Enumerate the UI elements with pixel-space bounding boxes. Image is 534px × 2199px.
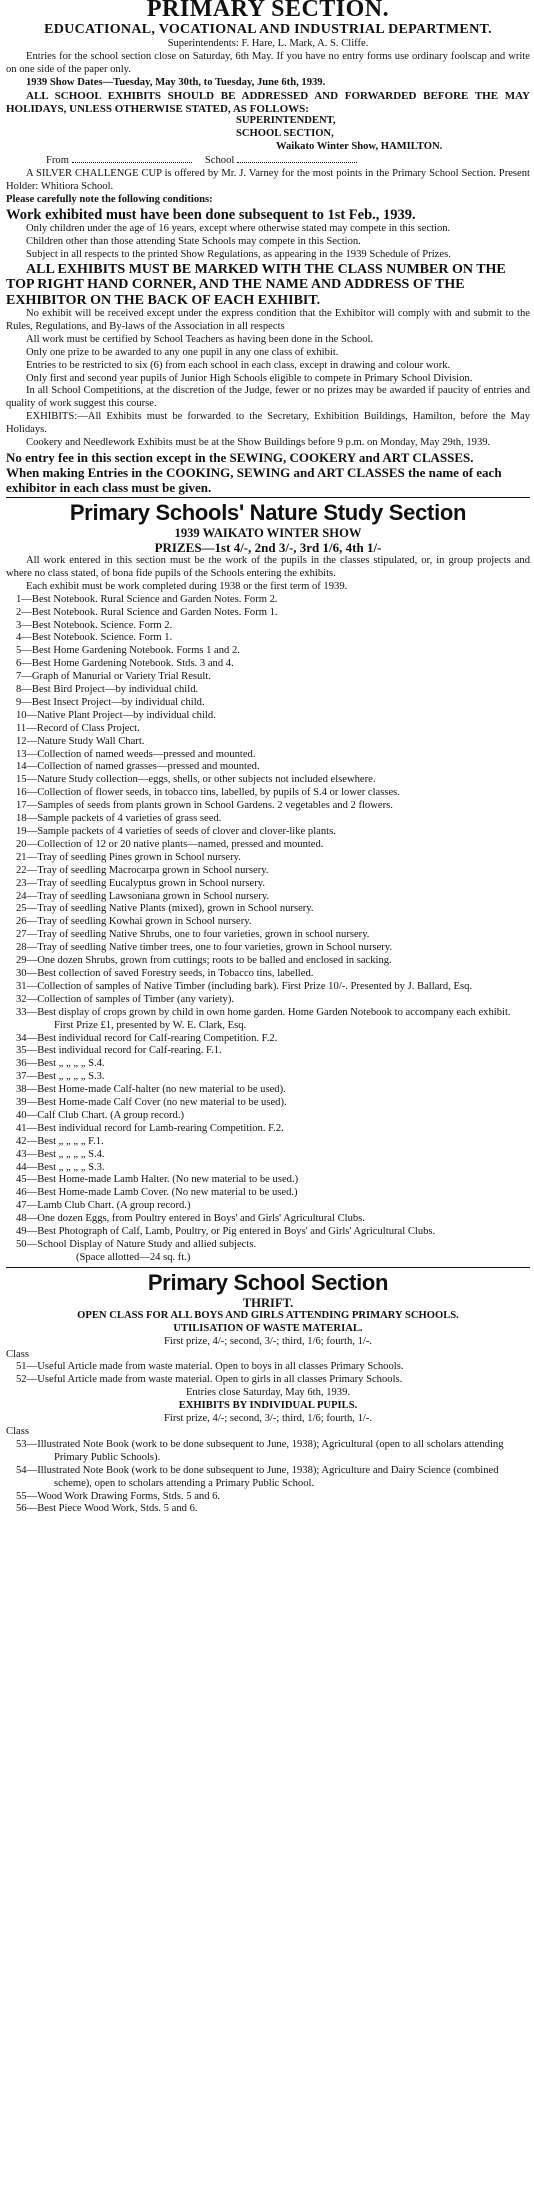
challenge-cup-notice: A SILVER CHALLENGE CUP is offered by Mr. J. Varney for the most points in the Primary School Section. Present Holder: Whitiora School. [6, 168, 530, 192]
thrift-prizes-1: First prize, 4/-; second, 3/-; third, 1/6; fourth, 1/-. [163, 1335, 373, 1347]
nature-class-item: 2—Best Notebook. Rural Science and Garden Notes. Form 1. [16, 606, 278, 618]
nature-class-item: 3—Best Notebook. Science. Form 2. [16, 619, 173, 631]
nature-class-item: 44—Best „ „ „ „ S.3. [16, 1161, 105, 1173]
from-line [6, 154, 530, 168]
nature-class-item: 29—One dozen Shrubs, grown from cuttings; roots to be balled and enclosed in sacking. [16, 955, 392, 967]
nature-class-item: 22—Tray of seedling Macrocarpa grown in School nursery. [16, 864, 269, 876]
nature-class-item: 41—Best individual record for Lamb-rearing Competition. F.2. [16, 1122, 284, 1134]
show-dates: 1939 Show Dates—Tuesday, May 30th, to Tuesday, June 6th, 1939. [26, 76, 326, 88]
nature-intro-2: Each exhibit must be work completed during 1938 or the first term of 1939. [26, 580, 348, 592]
nature-class-item: 36—Best „ „ „ „ S.4. [16, 1058, 105, 1070]
address-notice: ALL SCHOOL EXHIBITS SHOULD BE ADDRESSED AND FORWARDED BEFORE THE MAY HOLIDAYS, UNLESS OTHERWISE STATED, AS FOLLOWS: [6, 89, 530, 115]
from-label: From [46, 155, 69, 167]
nature-class-item: 24—Tray of seedling Lawsoniana grown in School nursery. [16, 890, 270, 902]
condition-item: Entries to be restricted to six (6) from each school in each class, except in drawing and colour work. [26, 359, 451, 371]
nature-class-item: 26—Tray of seedling Kowhai grown in School nursery. [16, 916, 252, 928]
nature-section-title: Primary Schools' Nature Study Section [69, 499, 467, 525]
thrift-class-item: 52—Useful Article made from waste material. Open to girls in all classes Primary Schools. [16, 1374, 403, 1386]
conditions-heading: Please carefully note the following conditions: [6, 193, 213, 205]
nature-class-item: (Space allotted—24 sq. ft.) [76, 1251, 191, 1263]
nature-class-item: 45—Best Home-made Lamb Halter. (No new material to be used.) [16, 1174, 299, 1186]
thrift-exhibits-by: EXHIBITS BY INDIVIDUAL PUPILS. [178, 1400, 358, 1412]
nature-class-item: 31—Collection of samples of Native Timber (including bark). First Prize 10/-. Presented by J. Ballard, Esq. [16, 980, 473, 992]
nature-class-item: 33—Best display of crops grown by child in own home garden. Home Garden Notebook to accompany each exhibit. First Prize £1, presented by W. E. Clark, Esq. [16, 1006, 511, 1031]
section-divider [6, 1267, 530, 1268]
nature-prizes: PRIZES—1st 4/-, 2nd 3/-, 3rd 1/6, 4th 1/- [154, 539, 382, 555]
nature-class-item: 27—Tray of seedling Native Shrubs, one to four varieties, grown in school nursery. [16, 929, 370, 941]
nature-class-item: 34—Best individual record for Calf-rearing Competition. F.2. [16, 1032, 278, 1044]
school-label: School [204, 155, 235, 167]
condition-item: Only one prize to be awarded to any one pupil in any one class of exhibit. [26, 346, 339, 358]
nature-class-item: 25—Tray of seedling Native Plants (mixed), grown in School nursery. [16, 903, 314, 915]
condition-item: Cookery and Needlework Exhibits must be at the Show Buildings before 9 p.m. on Monday, May 29th, 1939. [26, 437, 491, 449]
nature-class-item: 11—Record of Class Project. [16, 722, 140, 734]
thrift-entries-close: Entries close Saturday, May 6th, 1939. [185, 1387, 351, 1399]
condition-item: Subject in all respects to the printed Show Regulations, as appearing in the 1939 Schedule of Prizes. [26, 248, 451, 260]
nature-class-item: 40—Calf Club Chart. (A group record.) [16, 1109, 184, 1121]
nature-class-item: 38—Best Home-made Calf-halter (no new material to be used). [16, 1084, 286, 1096]
from-dotted-line [72, 154, 192, 163]
nature-class-item: 12—Nature Study Wall Chart. [16, 735, 145, 747]
nature-class-item: 23—Tray of seedling Eucalyptus grown in School nursery. [16, 877, 266, 889]
thrift-class-item: 51—Useful Article made from waste material. Open to boys in all classes Primary Schools. [16, 1361, 404, 1373]
condition-item: EXHIBITS:—All Exhibits must be forwarded to the Secretary, Exhibition Buildings, Hamilton, before the May Holidays. [6, 411, 530, 436]
nature-class-item: 47—Lamb Club Chart. (A group record.) [16, 1200, 191, 1212]
nature-class-item: 8—Best Bird Project—by individual child. [16, 684, 199, 696]
nature-class-item: 4—Best Notebook. Science. Form 1. [16, 632, 173, 644]
condition-item: Only children under the age of 16 years, except where otherwise stated may compete in this section. [26, 222, 451, 234]
thrift-class-label-2: Class [6, 1425, 29, 1437]
nature-class-item: 46—Best Home-made Lamb Cover. (No new material to be used.) [16, 1187, 298, 1199]
condition-item: Children other than those attending State Schools may compete in this Section. [26, 235, 361, 247]
nature-class-item: 15—Nature Study collection—eggs, shells, or other subjects not included elsewhere. [16, 774, 376, 786]
nature-class-item: 49—Best Photograph of Calf, Lamb, Poultry, or Pig entered in Boys' and Girls' Agricultural Clubs. [16, 1226, 436, 1238]
nature-class-item: 21—Tray of seedling Pines grown in School nursery. [16, 851, 241, 863]
condition-item: No exhibit will be received except under the express condition that the Exhibitor will comply with and submit to the Rules, Regulations, and By-laws of the Association in all respects [6, 308, 530, 332]
nature-class-item: 35—Best individual record for Calf-rearing. F.1. [16, 1045, 222, 1057]
nature-class-item: 30—Best collection of saved Forestry seeds, in Tobacco tins, labelled. [16, 967, 314, 979]
thrift-section-title: Primary School Section [147, 1269, 389, 1295]
thrift-open-class: OPEN CLASS FOR ALL BOYS AND GIRLS ATTENDING PRIMARY SCHOOLS. [77, 1309, 459, 1321]
nature-class-item: 20—Collection of 12 or 20 native plants—named, pressed and mounted. [16, 838, 324, 850]
nature-class-item: 7—Graph of Manurial or Variety Trial Result. [16, 671, 211, 683]
nature-class-item: 43—Best „ „ „ „ S.4. [16, 1148, 105, 1160]
nature-class-item: 18—Sample packets of 4 varieties of grass seed. [16, 813, 222, 825]
nature-class-item: 28—Tray of seedling Native timber trees, one to four varieties, grown in School nursery. [16, 942, 393, 954]
address-line-1: SUPERINTENDENT, [236, 115, 336, 127]
nature-class-item: 19—Sample packets of 4 varieties of seeds of clover and clover-like plants. [16, 826, 336, 837]
work-exhibited-notice: Work exhibited must have been done subsequent to 1st Feb., 1939. [6, 206, 416, 223]
superintendents: Superintendents: F. Hare, L. Mark, A. S. Cliffe. [167, 38, 369, 49]
address-line-2: SCHOOL SECTION, [236, 128, 334, 140]
thrift-class-label: Class [6, 1348, 29, 1360]
nature-class-item: 32—Collection of samples of Timber (any variety). [16, 993, 235, 1005]
condition-item: In all School Competitions, at the discretion of the Judge, fewer or no prizes may be awarded if paucity of entries and quality of work suggest this course. [6, 385, 530, 410]
nature-class-item: 50—School Display of Nature Study and allied subjects. [16, 1239, 257, 1250]
nature-class-item: 39—Best Home-made Calf Cover (no new material to be used). [16, 1097, 287, 1109]
thrift-prizes-2: First prize, 4/-; second, 3/-; third, 1/6; fourth, 1/-. [163, 1413, 373, 1425]
nature-class-item: 48—One dozen Eggs, from Poultry entered in Boys' and Girls' Agricultural Clubs. [16, 1213, 365, 1225]
nature-class-item: 9—Best Insect Project—by individual child. [16, 696, 205, 708]
condition-item: Only first and second year pupils of Junior High Schools eligible to compete in Primary School Division. [26, 372, 473, 384]
nature-class-item: 14—Collection of named grasses—pressed and mounted. [16, 761, 260, 773]
no-entry-fee-notice: No entry fee in this section except in the SEWING, COOKERY and ART CLASSES. [6, 449, 474, 465]
nature-class-item: 10—Native Plant Project—by individual child. [16, 709, 216, 721]
section-divider [6, 497, 530, 498]
school-dotted-line [237, 154, 357, 163]
nature-class-item: 6—Best Home Gardening Notebook. Stds. 3 and 4. [16, 658, 234, 670]
page-subtitle: EDUCATIONAL, VOCATIONAL AND INDUSTRIAL DEPARTMENT. [44, 22, 492, 37]
address-line-3: Waikato Winter Show, HAMILTON. [276, 141, 443, 153]
thrift-class-item: 54—Illustrated Note Book (work to be done subsequent to June, 1938); Agriculture and Dairy Science (combined scheme), open to scholars attending a Primary Public School. [16, 1464, 499, 1489]
marked-notice: ALL EXHIBITS MUST BE MARKED WITH THE CLASS NUMBER ON THE TOP RIGHT HAND CORNER, AND THE NAME AND ADDRESS OF THE EXHIBITOR ON THE BACK OF EACH EXHIBIT. [6, 261, 506, 308]
thrift-class-item: 56—Best Piece Wood Work, Stds. 5 and 6. [16, 1503, 198, 1515]
nature-class-item: 42—Best „ „ „ „ F.1. [16, 1135, 104, 1147]
entries-close-notice: Entries for the school section close on Saturday, 6th May. If you have no entry forms use ordinary foolscap and write on one side of the paper only. [6, 50, 530, 75]
nature-class-item: 37—Best „ „ „ „ S.3. [16, 1071, 105, 1083]
thrift-subtitle: THRIFT. [242, 1295, 294, 1310]
page-title: PRIMARY SECTION. [146, 0, 390, 22]
nature-class-item: 5—Best Home Gardening Notebook. Forms 1 and 2. [16, 645, 240, 657]
nature-class-item: 13—Collection of named weeds—pressed and mounted. [16, 748, 256, 760]
nature-class-item: 16—Collection of flower seeds, in tobacco tins, labelled, by pupils of S.4 or lower classes. [16, 787, 400, 799]
thrift-class-item: 53—Illustrated Note Book (work to be done subsequent to June, 1938); Agricultural (open to all scholars attending Primary Public Schools). [16, 1438, 504, 1463]
thrift-class-item: 55—Wood Work Drawing Forms, Stds. 5 and 6. [16, 1490, 221, 1502]
nature-class-list [6, 594, 530, 1265]
condition-item: All work must be certified by School Teachers as having been done in the School. [26, 333, 374, 345]
nature-class-item: 17—Samples of seeds from plants grown in School Gardens. 2 vegetables and 2 flowers. [16, 800, 393, 812]
nature-intro-1: All work entered in this section must be the work of the pupils in the classes stipulated, or, in group projects and where no class stated, of bona fide pupils of the Schools entering the exhibits. [6, 554, 530, 579]
thrift-utilisation: UTILISATION OF WASTE MATERIAL. [173, 1322, 363, 1334]
nature-show-name: 1939 WAIKATO WINTER SHOW [174, 525, 362, 540]
nature-class-item: 1—Best Notebook. Rural Science and Garden Notes. Form 2. [16, 593, 278, 605]
cooking-notice: When making Entries in the COOKING, SEWING and ART CLASSES the name of each exhibitor in each class must be given. [6, 464, 502, 495]
